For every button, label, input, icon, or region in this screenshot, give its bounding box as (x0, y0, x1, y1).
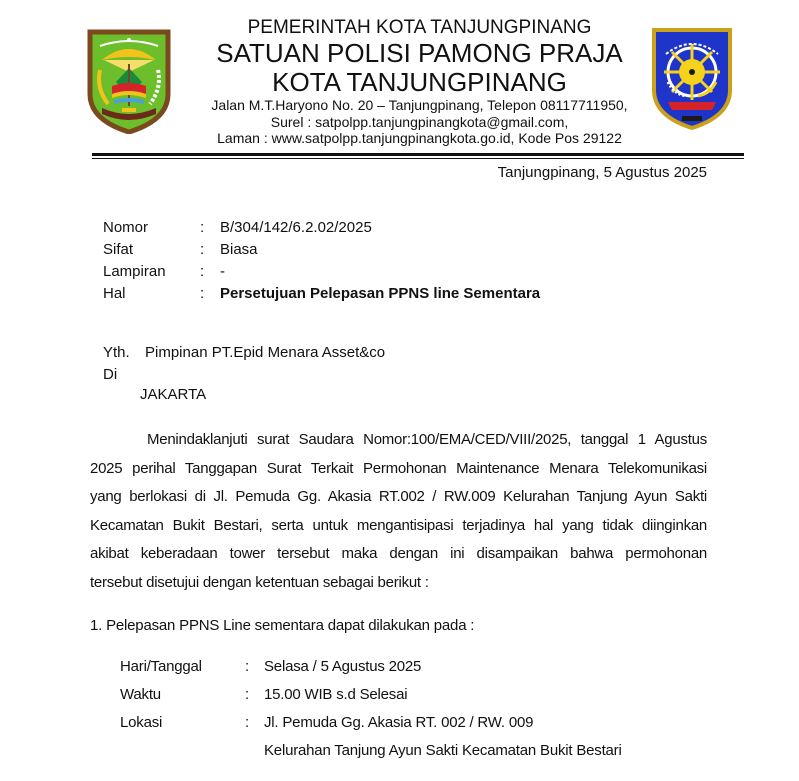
detail-value: Selasa / 5 Agustus 2025 (264, 658, 422, 675)
meta-value: Biasa (220, 241, 258, 258)
meta-colon: : (200, 285, 205, 302)
detail-label: Waktu (120, 686, 161, 703)
paragraph-line: tersebut disetujui dengan ketentuan sebagai berikut : (90, 573, 429, 591)
recipient-city: JAKARTA (140, 386, 207, 403)
list-item-1: 1. Pelepasan PPNS Line sementara dapat dilakukan pada : (90, 617, 475, 634)
paragraph-line: 2025 perihal Tanggapan Surat Terkait Permohonan Maintenance Menara Telekomunikasi (90, 459, 707, 477)
meta-label: Hal (103, 285, 126, 302)
meta-label: Sifat (103, 241, 134, 258)
paragraph-line: yang berlokasi di Jl. Pemuda Gg. Akasia RT.002 / RW.009 Kelurahan Tanjung Ayun Sakti (90, 488, 707, 506)
body-paragraph (90, 426, 707, 598)
detail-label: Lokasi (120, 714, 163, 731)
detail-colon: : (245, 714, 249, 731)
detail-colon: : (245, 658, 249, 675)
recipient-di: Di (103, 366, 118, 383)
meta-value: - (220, 263, 225, 280)
letterhead-email: Surel : satpolpp.tanjungpinangkota@gmail.com, (270, 114, 569, 130)
recipient-yth: Yth. (103, 344, 130, 361)
letterhead-city: KOTA TANJUNGPINANG (272, 67, 567, 97)
detail-label: Hari/Tanggal (120, 658, 202, 675)
letterhead-government: PEMERINTAH KOTA TANJUNGPINANG (247, 17, 592, 38)
paragraph-line: Menindaklanjuti surat Saudara Nomor:100/EMA/CED/VIII/2025, tanggal 1 Agustus (147, 431, 707, 448)
detail-value: 15.00 WIB s.d Selesai (264, 686, 408, 703)
letterhead-divider-thin (92, 158, 744, 159)
meta-colon: : (200, 219, 205, 236)
letterhead-agency: SATUAN POLISI PAMONG PRAJA (216, 38, 623, 68)
detail-value: Jl. Pemuda Gg. Akasia RT. 002 / RW. 009 (264, 714, 534, 731)
meta-label: Nomor (103, 219, 149, 236)
letterhead-divider-thick (92, 153, 744, 156)
meta-label: Lampiran (103, 263, 166, 280)
letterhead-address: Jalan M.T.Haryono No. 20 – Tanjungpinang, Telepon 08117711950, (211, 97, 628, 113)
recipient-name: Pimpinan PT.Epid Menara Asset&co (145, 344, 386, 361)
letterhead-website: Laman : www.satpolpp.tanjungpinangkota.go.id, Kode Pos 29122 (217, 130, 622, 146)
meta-value: B/304/142/6.2.02/2025 (220, 219, 372, 236)
detail-value: Kelurahan Tanjung Ayun Sakti Kecamatan Bukit Bestari (264, 742, 622, 759)
detail-colon: : (245, 686, 249, 703)
meta-value-subject: Persetujuan Pelepasan PPNS line Sementara (220, 285, 541, 302)
paragraph-line: akibat keberadaan tower tersebut maka dengan ini disampaikan bahwa permohonan (90, 545, 707, 563)
paragraph-line: Kecamatan Bukit Bestari, serta untuk mengantisipasi terjadinya hal yang tidak diinginkan (90, 516, 707, 534)
letter-date: Tanjungpinang, 5 Agustus 2025 (497, 164, 707, 181)
meta-colon: : (200, 241, 205, 258)
meta-colon: : (200, 263, 205, 280)
